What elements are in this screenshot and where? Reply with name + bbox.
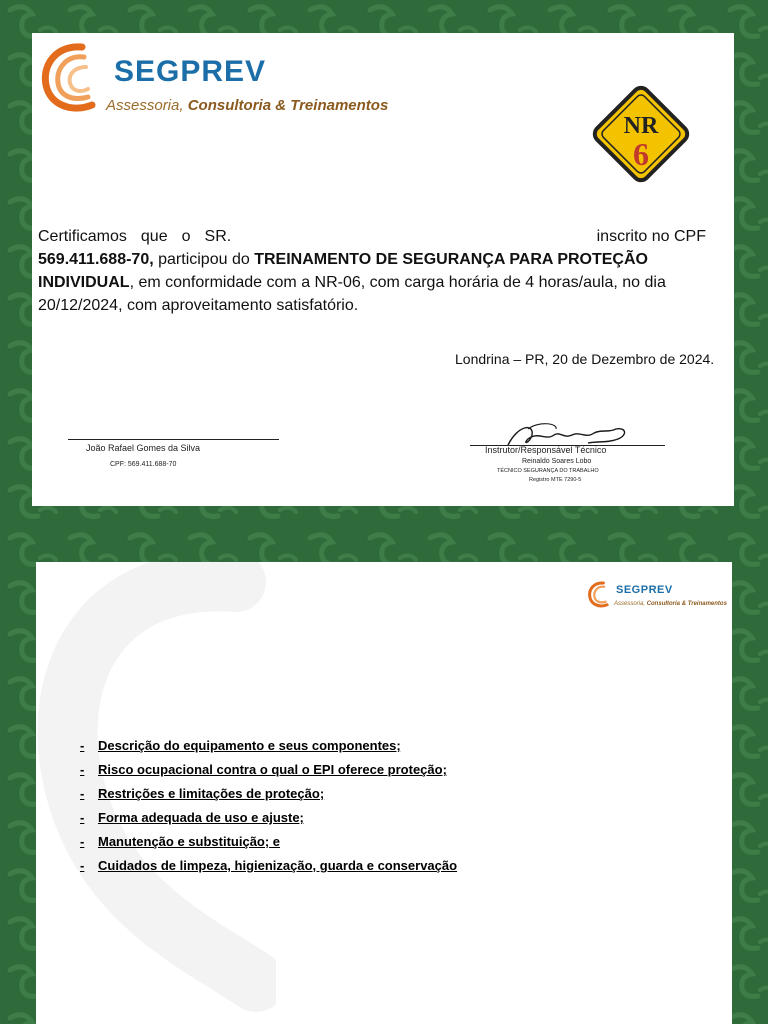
- certificate-line-3: INDIVIDUAL, em conformidade com a NR-06, com carga horária de 4 horas/aula, no dia: [38, 274, 666, 291]
- topics-list: [80, 734, 457, 878]
- badge-nr-text: NR: [623, 113, 659, 139]
- certificate-line-2: 569.411.688-70, participou do TREINAMENTO DE SEGURANÇA PARA PROTEÇÃO: [38, 251, 648, 268]
- nr6-warning-badge-icon: [584, 77, 698, 191]
- brand-tagline-small: Assessoria, Consultoria & Treinamentos: [614, 601, 727, 607]
- certificate-page: [32, 33, 734, 506]
- list-item: - Forma adequada de uso e ajuste;: [80, 810, 304, 825]
- list-item: - Manutenção e substituição; e: [80, 834, 281, 849]
- list-item: - Descrição do equipamento e seus componentes;: [80, 738, 401, 753]
- instructor-name: Reinaldo Soares Lobo: [522, 458, 592, 465]
- certificate-line-1: Certificamos que o SR. inscrito no CPF: [38, 228, 706, 245]
- list-item: - Cuidados de limpeza, higienização, guarda e conservação: [80, 858, 458, 873]
- training-title: TREINAMENTO DE SEGURANÇA PARA PROTEÇÃO: [254, 251, 648, 268]
- participant-signature-line: [68, 439, 279, 440]
- instructor-role: Instrutor/Responsável Técnico: [485, 445, 607, 455]
- segprev-swirl-icon: [38, 39, 108, 119]
- segprev-logo-small: [586, 580, 726, 614]
- brand-tagline: Assessoria, Consultoria & Treinamentos: [106, 97, 389, 114]
- brand-name: SEGPREV: [114, 55, 267, 88]
- training-topics-page: [36, 562, 732, 1024]
- place-and-date: Londrina – PR, 20 de Dezembro de 2024.: [455, 351, 715, 367]
- brand-name-small: SEGPREV: [616, 584, 673, 596]
- list-item: - Restrições e limitações de proteção;: [80, 786, 325, 801]
- participant-name: João Rafael Gomes da Silva: [86, 443, 201, 453]
- certificate-body: [38, 225, 734, 317]
- certificate-line-4: 20/12/2024, com aproveitamento satisfatório.: [38, 297, 359, 314]
- segprev-swirl-small-icon: [586, 580, 614, 610]
- participant-cpf: CPF: 569.411.688-70: [110, 461, 177, 468]
- list-item: - Risco ocupacional contra o qual o EPI oferece proteção;: [80, 762, 447, 777]
- badge-number: 6: [633, 136, 649, 172]
- cpf-number: 569.411.688-70,: [38, 251, 154, 268]
- instructor-title: TÉCNICO SEGURANÇA DO TRABALHO: [497, 468, 599, 474]
- segprev-logo: [38, 39, 408, 119]
- instructor-registration: Registro MTE 7290-5: [529, 477, 582, 483]
